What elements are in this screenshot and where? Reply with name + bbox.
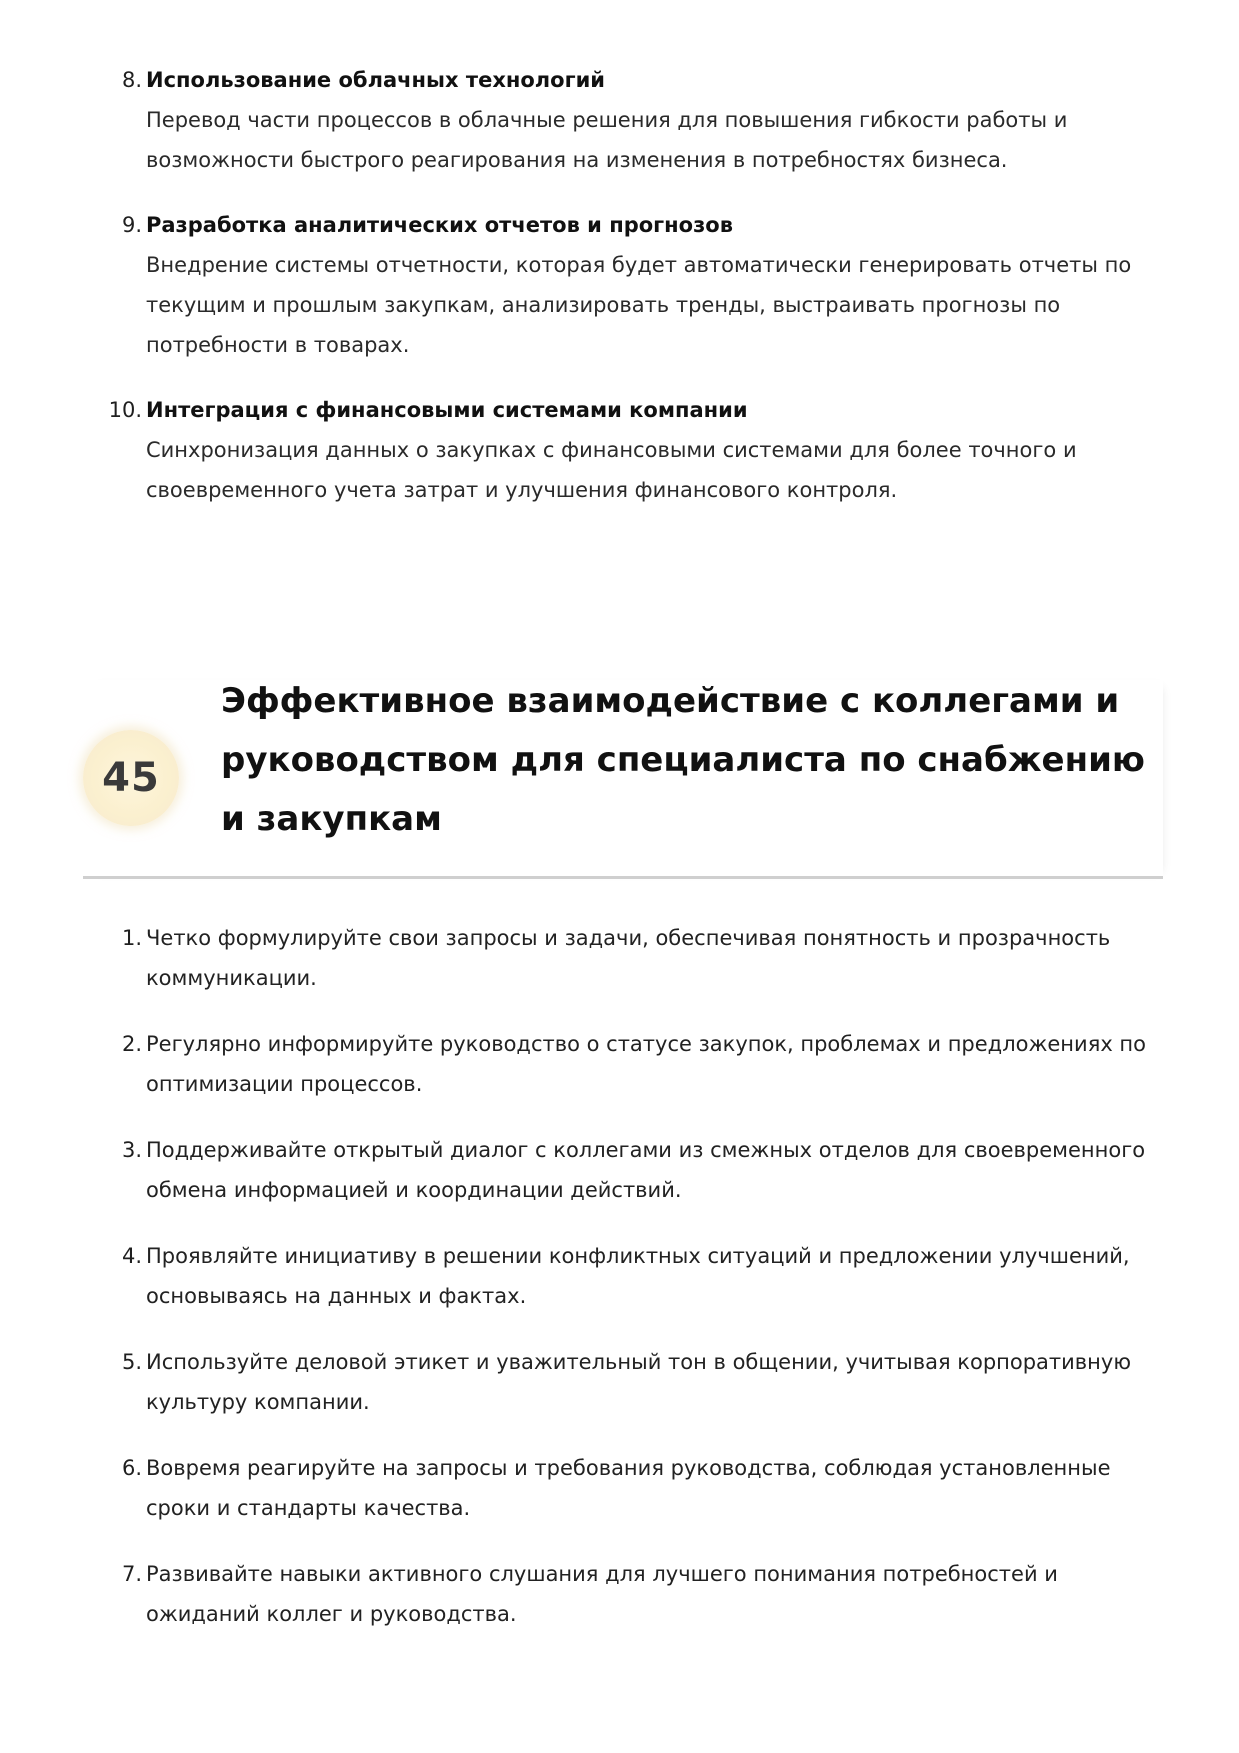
list-item-number: 7. [121,1562,142,1586]
list-item-description: Внедрение системы отчетности, которая будет автоматически генерировать отчеты по текущим и прошлым закупкам, анализировать тренды, выстраивать прогнозы по потребности в товарах. [146,253,1132,357]
top-numbered-list [100,60,1160,535]
list-item [100,390,1160,510]
list-item [100,1448,1160,1528]
list-item-number: 9. [121,213,142,237]
list-item-number: 3. [121,1138,142,1162]
list-item [100,205,1160,365]
list-item-text: Развивайте навыки активного слушания для лучшего понимания потребностей и ожиданий коллег и руководства. [146,1562,1058,1626]
list-item [100,60,1160,180]
section-header [83,680,1163,879]
list-item-number: 10. [108,398,142,422]
list-item-title: Разработка аналитических отчетов и прогнозов [146,213,734,237]
list-item-number: 4. [121,1244,142,1268]
list-item-text: Вовремя реагируйте на запросы и требования руководства, соблюдая установленные сроки и стандарты качества. [146,1456,1111,1520]
section-number-badge [83,730,179,826]
list-item [100,1130,1160,1210]
list-item-number: 5. [121,1350,142,1374]
bottom-numbered-list [100,918,1160,1660]
list-item-number: 6. [121,1456,142,1480]
list-item-number: 8. [121,68,142,92]
list-item-text: Регулярно информируйте руководство о статусе закупок, проблемах и предложениях по оптимизации процессов. [146,1032,1147,1096]
list-item-description: Перевод части процессов в облачные решения для повышения гибкости работы и возможности быстрого реагирования на изменения в потребностях бизнеса. [146,108,1068,172]
list-item-title: Интеграция с финансовыми системами компании [146,398,748,422]
list-item [100,1236,1160,1316]
list-item-text: Проявляйте инициативу в решении конфликтных ситуаций и предложении улучшений, основываясь на данных и фактах. [146,1244,1130,1308]
list-item-text: Четко формулируйте свои запросы и задачи, обеспечивая понятность и прозрачность коммуникации. [146,926,1111,990]
list-item-title: Использование облачных технологий [146,68,606,92]
list-item [100,1342,1160,1422]
list-item-text: Используйте деловой этикет и уважительный тон в общении, учитывая корпоративную культуру компании. [146,1350,1132,1414]
list-item-description: Синхронизация данных о закупках с финансовыми системами для более точного и своевременного учета затрат и улучшения финансового контроля. [146,438,1077,502]
list-item [100,1554,1160,1634]
list-item [100,918,1160,998]
list-item [100,1024,1160,1104]
list-item-text: Поддерживайте открытый диалог с коллегами из смежных отделов для своевременного обмена информацией и координации действий. [146,1138,1146,1202]
section-number: 45 [102,755,160,801]
list-item-number: 2. [121,1032,142,1056]
section-title: Эффективное взаимодействие с коллегами и руководством для специалиста по снабжению и закупкам [221,681,1145,839]
list-item-number: 1. [121,926,142,950]
